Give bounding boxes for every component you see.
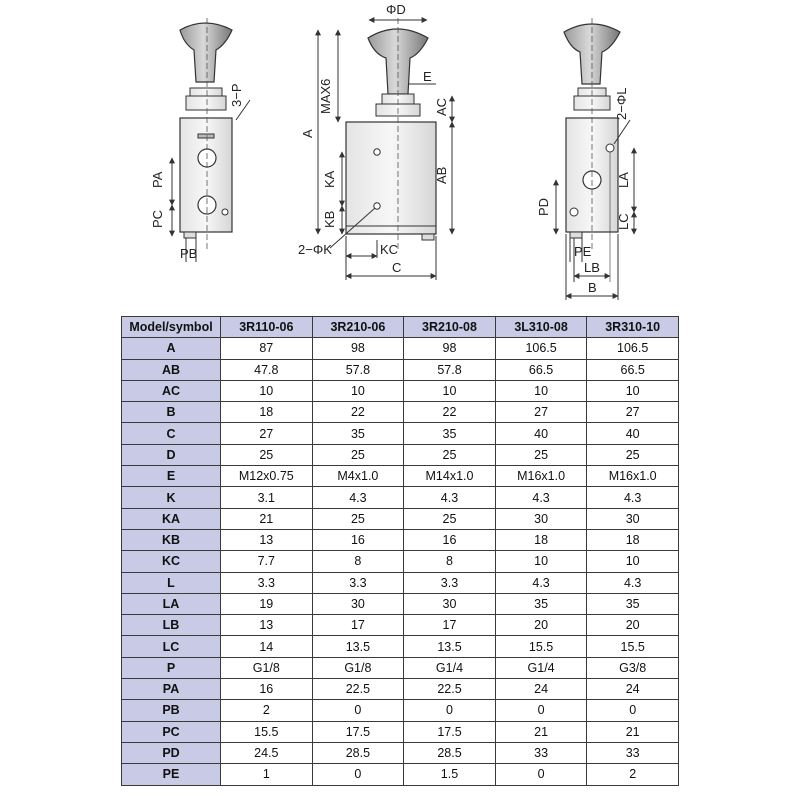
header-model: 3R110-06 xyxy=(221,317,313,338)
table-cell: 30 xyxy=(495,508,587,529)
table-header-row xyxy=(122,317,679,338)
table-cell: 47.8 xyxy=(221,359,313,380)
table-cell: 4.3 xyxy=(587,572,679,593)
label-phi-d: ΦD xyxy=(386,2,406,17)
row-symbol: KC xyxy=(122,551,221,572)
table-cell: 25 xyxy=(587,444,679,465)
row-symbol: PB xyxy=(122,700,221,721)
label-3-p: 3−P xyxy=(229,83,244,107)
table-cell: M4x1.0 xyxy=(312,466,404,487)
table-cell: 16 xyxy=(404,529,496,550)
label-pa: PA xyxy=(150,171,165,188)
table-cell: 13.5 xyxy=(312,636,404,657)
right-view xyxy=(536,18,634,300)
row-symbol: AC xyxy=(122,380,221,401)
table-cell: 3.3 xyxy=(404,572,496,593)
table-cell: 57.8 xyxy=(404,359,496,380)
table-cell: 15.5 xyxy=(221,721,313,742)
table-cell: G1/8 xyxy=(312,657,404,678)
table-cell: 4.3 xyxy=(495,487,587,508)
table-row xyxy=(122,593,679,614)
table-cell: 1 xyxy=(221,764,313,785)
table-cell: 10 xyxy=(587,551,679,572)
table-cell: 33 xyxy=(587,742,679,763)
table-cell: 30 xyxy=(587,508,679,529)
row-symbol: P xyxy=(122,657,221,678)
table-cell: 98 xyxy=(312,338,404,359)
table-cell: 0 xyxy=(404,700,496,721)
table-row xyxy=(122,657,679,678)
table-cell: M16x1.0 xyxy=(587,466,679,487)
table-cell: 22.5 xyxy=(404,679,496,700)
table-cell: 66.5 xyxy=(587,359,679,380)
table-cell: 16 xyxy=(221,679,313,700)
table-row xyxy=(122,423,679,444)
table-row xyxy=(122,615,679,636)
table-cell: 0 xyxy=(495,764,587,785)
table-cell: 16 xyxy=(312,529,404,550)
label-a: A xyxy=(300,129,315,138)
table-cell: 3.1 xyxy=(221,487,313,508)
row-symbol: LA xyxy=(122,593,221,614)
valve-dimension-drawing xyxy=(0,0,800,305)
middle-view xyxy=(298,2,452,280)
table-cell: 15.5 xyxy=(495,636,587,657)
table-cell: 25 xyxy=(312,508,404,529)
label-2-phi-k: 2−ΦK xyxy=(298,242,332,257)
table-cell: 25 xyxy=(404,508,496,529)
table-row xyxy=(122,636,679,657)
table-cell: 24.5 xyxy=(221,742,313,763)
table-cell: 25 xyxy=(221,444,313,465)
label-e: E xyxy=(423,69,432,84)
table-row xyxy=(122,359,679,380)
table-cell: 0 xyxy=(587,700,679,721)
table-cell: 40 xyxy=(587,423,679,444)
dimension-table xyxy=(121,316,679,786)
table-row xyxy=(122,572,679,593)
table-cell: 25 xyxy=(312,444,404,465)
table-cell: 35 xyxy=(404,423,496,444)
table-cell: M14x1.0 xyxy=(404,466,496,487)
table-cell: 2 xyxy=(587,764,679,785)
row-symbol: KA xyxy=(122,508,221,529)
table-cell: 17 xyxy=(404,615,496,636)
table-cell: 10 xyxy=(312,380,404,401)
row-symbol: LB xyxy=(122,615,221,636)
table-body xyxy=(122,338,679,785)
table-cell: 17 xyxy=(312,615,404,636)
table-row xyxy=(122,380,679,401)
table-cell: 0 xyxy=(312,764,404,785)
row-symbol: C xyxy=(122,423,221,444)
table-cell: 13 xyxy=(221,529,313,550)
table-cell: 18 xyxy=(495,529,587,550)
table-cell: 22.5 xyxy=(312,679,404,700)
table-row xyxy=(122,679,679,700)
table-cell: 15.5 xyxy=(587,636,679,657)
table-cell: 1.5 xyxy=(404,764,496,785)
table-cell: 27 xyxy=(221,423,313,444)
label-max6: MAX6 xyxy=(318,78,333,114)
left-view xyxy=(150,18,250,262)
table-row xyxy=(122,466,679,487)
header-model-symbol: Model/symbol xyxy=(122,317,221,338)
table-cell: 4.3 xyxy=(495,572,587,593)
table-cell: 8 xyxy=(404,551,496,572)
table-cell: 3.3 xyxy=(312,572,404,593)
left-knob xyxy=(180,23,232,82)
row-symbol: PD xyxy=(122,742,221,763)
label-ac: AC xyxy=(434,97,449,116)
table-cell: 30 xyxy=(312,593,404,614)
table-cell: 21 xyxy=(587,721,679,742)
table-cell: 17.5 xyxy=(404,721,496,742)
row-symbol: PE xyxy=(122,764,221,785)
label-2-phi-l: 2−ΦL xyxy=(614,87,629,120)
table-cell: 2 xyxy=(221,700,313,721)
table-row xyxy=(122,742,679,763)
table-row xyxy=(122,338,679,359)
table-cell: 3.3 xyxy=(221,572,313,593)
table-cell: G1/8 xyxy=(221,657,313,678)
label-b: B xyxy=(588,280,597,295)
label-kb: KB xyxy=(322,210,337,228)
table-cell: G3/8 xyxy=(587,657,679,678)
table-cell: 22 xyxy=(404,402,496,423)
table-cell: 87 xyxy=(221,338,313,359)
table-cell: 28.5 xyxy=(312,742,404,763)
header-model: 3R310-10 xyxy=(587,317,679,338)
table-cell: 14 xyxy=(221,636,313,657)
table-cell: 4.3 xyxy=(404,487,496,508)
table-cell: 57.8 xyxy=(312,359,404,380)
label-c: C xyxy=(392,260,402,275)
table-cell: M16x1.0 xyxy=(495,466,587,487)
table-cell: 13.5 xyxy=(404,636,496,657)
row-symbol: K xyxy=(122,487,221,508)
table-cell: 8 xyxy=(312,551,404,572)
table-cell: 27 xyxy=(587,402,679,423)
row-symbol: PC xyxy=(122,721,221,742)
label-ab: AB xyxy=(434,166,449,184)
label-pd: PD xyxy=(536,197,551,216)
table-cell: 0 xyxy=(312,700,404,721)
row-symbol: AB xyxy=(122,359,221,380)
table-cell: 17.5 xyxy=(312,721,404,742)
label-pc: PC xyxy=(150,209,165,228)
table-row xyxy=(122,721,679,742)
row-symbol: PA xyxy=(122,679,221,700)
row-symbol: L xyxy=(122,572,221,593)
table-cell: 20 xyxy=(587,615,679,636)
middle-body xyxy=(346,122,436,234)
table-cell: 7.7 xyxy=(221,551,313,572)
table-cell: 4.3 xyxy=(587,487,679,508)
row-symbol: D xyxy=(122,444,221,465)
table-cell: 35 xyxy=(587,593,679,614)
header-model: 3R210-08 xyxy=(404,317,496,338)
row-symbol: E xyxy=(122,466,221,487)
table-cell: 22 xyxy=(312,402,404,423)
table-cell: 10 xyxy=(587,380,679,401)
table-cell: 10 xyxy=(495,551,587,572)
row-symbol: KB xyxy=(122,529,221,550)
table-row xyxy=(122,487,679,508)
table-cell: 4.3 xyxy=(312,487,404,508)
table-cell: G1/4 xyxy=(495,657,587,678)
table-cell: 18 xyxy=(587,529,679,550)
table-cell: 35 xyxy=(312,423,404,444)
table-cell: 21 xyxy=(495,721,587,742)
table-cell: 21 xyxy=(221,508,313,529)
table-cell: 106.5 xyxy=(587,338,679,359)
table-cell: 10 xyxy=(404,380,496,401)
table-cell: 24 xyxy=(587,679,679,700)
table-cell: 28.5 xyxy=(404,742,496,763)
table-cell: 27 xyxy=(495,402,587,423)
table-row xyxy=(122,700,679,721)
table-cell: 25 xyxy=(495,444,587,465)
table-cell: 13 xyxy=(221,615,313,636)
table-cell: 98 xyxy=(404,338,496,359)
table-cell: 40 xyxy=(495,423,587,444)
table-row xyxy=(122,529,679,550)
table-cell: 10 xyxy=(495,380,587,401)
table-row xyxy=(122,764,679,785)
label-la: LA xyxy=(616,172,631,188)
label-kc: KC xyxy=(380,242,399,257)
table-row xyxy=(122,551,679,572)
table-cell: 66.5 xyxy=(495,359,587,380)
header-model: 3R210-06 xyxy=(312,317,404,338)
label-lc: LC xyxy=(616,213,631,230)
row-symbol: A xyxy=(122,338,221,359)
label-pb: PB xyxy=(180,246,198,261)
table-row xyxy=(122,508,679,529)
table-cell: 33 xyxy=(495,742,587,763)
table-cell: 35 xyxy=(495,593,587,614)
table-cell: 0 xyxy=(495,700,587,721)
table-cell: 18 xyxy=(221,402,313,423)
table-cell: 24 xyxy=(495,679,587,700)
table-cell: 10 xyxy=(221,380,313,401)
table-cell: 20 xyxy=(495,615,587,636)
table-row xyxy=(122,402,679,423)
table-cell: G1/4 xyxy=(404,657,496,678)
row-symbol: B xyxy=(122,402,221,423)
table-cell: M12x0.75 xyxy=(221,466,313,487)
row-symbol: LC xyxy=(122,636,221,657)
table-cell: 106.5 xyxy=(495,338,587,359)
table-cell: 25 xyxy=(404,444,496,465)
table-cell: 30 xyxy=(404,593,496,614)
label-ka: KA xyxy=(322,170,337,188)
table-row xyxy=(122,444,679,465)
table-cell: 19 xyxy=(221,593,313,614)
header-model: 3L310-08 xyxy=(495,317,587,338)
label-lb: LB xyxy=(584,260,600,275)
label-pe: PE xyxy=(574,244,592,259)
